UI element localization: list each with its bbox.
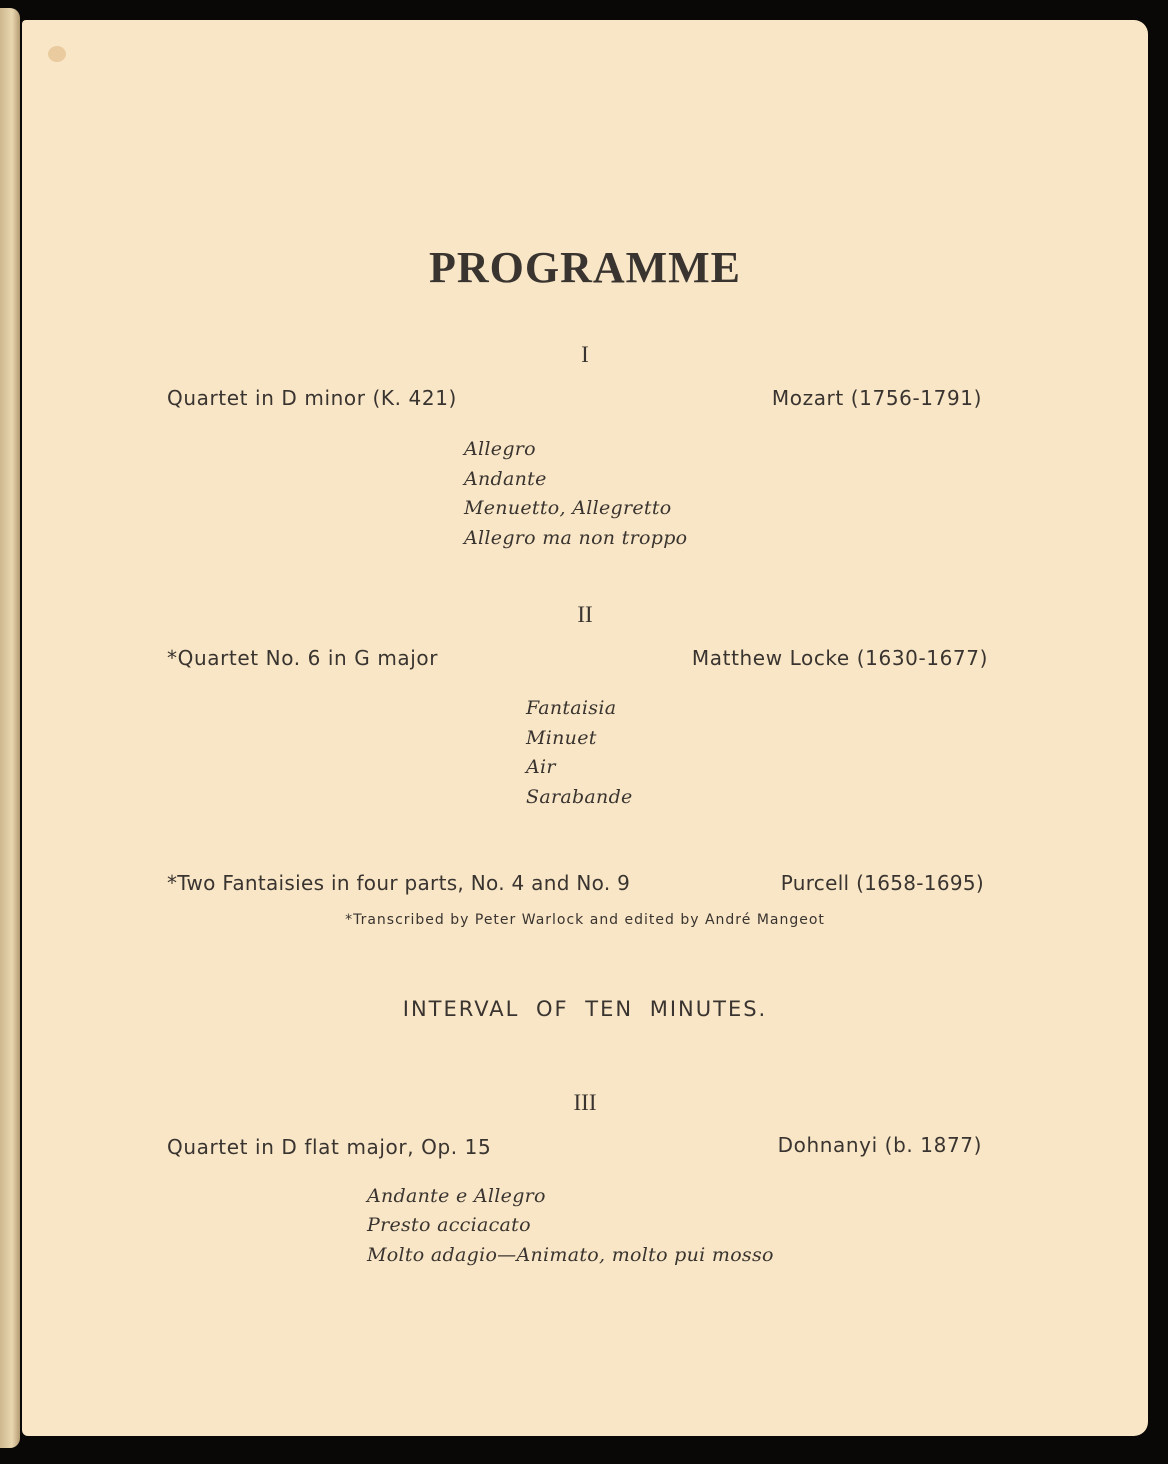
previous-page-edge xyxy=(0,8,20,1448)
paper-stain xyxy=(48,46,66,62)
movement: Air xyxy=(526,756,556,778)
work-composer: Matthew Locke (1630-1677) xyxy=(691,646,988,670)
movement: Allegro xyxy=(464,438,536,460)
work-title: *Two Fantaisies in four parts, No. 4 and No. 9 xyxy=(167,871,631,895)
work-composer: Mozart (1756-1791) xyxy=(771,386,982,410)
movement: Molto adagio—Animato, molto pui mosso xyxy=(367,1244,774,1266)
work-title: *Quartet No. 6 in G major xyxy=(167,646,439,670)
movement: Menuetto, Allegretto xyxy=(464,497,672,519)
programme-page xyxy=(22,20,1148,1436)
movement: Sarabande xyxy=(526,786,633,808)
movement: Allegro ma non troppo xyxy=(464,527,688,549)
movement: Presto acciacato xyxy=(367,1214,531,1236)
work-title: Quartet in D minor (K. 421) xyxy=(167,386,457,410)
part-numeral-iii: III xyxy=(573,1090,597,1115)
movement: Andante xyxy=(464,468,547,490)
work-composer: Dohnanyi (b. 1877) xyxy=(777,1133,982,1157)
movement: Andante e Allegro xyxy=(367,1185,546,1207)
movement: Minuet xyxy=(526,727,597,749)
part-numeral-i: I xyxy=(581,342,589,367)
work-composer: Purcell (1658-1695) xyxy=(780,871,984,895)
work-title: Quartet in D flat major, Op. 15 xyxy=(167,1135,492,1159)
movement: Fantaisia xyxy=(526,697,617,719)
page-title: PROGRAMME xyxy=(428,243,742,292)
interval-notice: INTERVAL OF TEN MINUTES. xyxy=(402,997,768,1021)
part-numeral-ii: II xyxy=(577,602,593,627)
footnote: *Transcribed by Peter Warlock and edited by André Mangeot xyxy=(345,912,825,928)
